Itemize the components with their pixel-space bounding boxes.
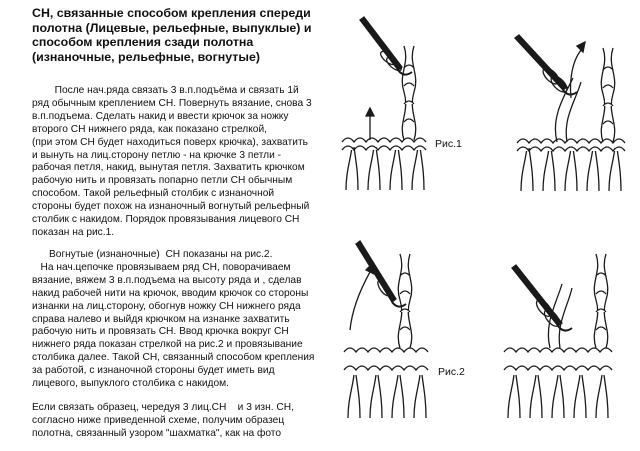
text-line: полотна, связанный узором "шахматка", как на фото (32, 427, 281, 439)
fig1-step2-drawing (513, 18, 633, 193)
text-line: за работой, с изнаночной стороны будет иметь вид (32, 365, 275, 377)
paragraph-checkerboard (32, 402, 308, 441)
text-line: в.п.подъема. Сделать накид и ввести крючок за ножку (32, 110, 289, 122)
text-line: лицевого, выпуклого столбика с накидом. (32, 378, 229, 390)
text-line: второго СН нижнего ряда, как показано стрелкой, (32, 123, 267, 135)
text-line: вязание, вяжем 3 в.п.подъема на высоту ряда и , сделав (32, 274, 302, 286)
text-line: рабочую нить и провязать СН. Ввод крючка вокруг СН (32, 326, 289, 338)
text-line: способом. Такой рельефный столбик с изнаночной (32, 188, 275, 200)
text-line: рабочая петля, накид, вынутая петля. Захватить крючком (32, 162, 305, 174)
crochet-illustration (338, 12, 438, 192)
text-line: накид рабочей нити на крючок, вводим крючок со стороны (32, 287, 309, 299)
title-line: способом крепления сзади полотна (32, 35, 254, 50)
text-line: справа налево и выйдя крючком на изнанке захватить (32, 313, 290, 325)
title-line: СН, связанные способом крепления спереди (32, 6, 311, 20)
text-line: (при этом СН будет находиться поверх крючка), захватить (32, 136, 308, 148)
text-line: Вогнутые (изнаночные) СН показаны на рис.2. (32, 249, 273, 260)
crochet-illustration (513, 18, 633, 193)
crochet-illustration (500, 240, 630, 420)
title-line: (изнаночные, рельефные, вогнутые) (32, 49, 260, 64)
crochet-illustration (340, 240, 440, 420)
document-title (32, 6, 332, 64)
text-line: стороны будет похож на изнаночный вогнутый рельефный (32, 201, 310, 213)
text-line: и вынуть на лиц.сторону петлю - на крючке 3 петли - (32, 149, 281, 161)
text-line: столбика далее. Такой СН, связанный способом крепления (32, 352, 315, 364)
text-line: Если связать образец, чередуя 3 лиц.СН и 3 изн. СН, (32, 402, 294, 413)
text-line: нижнего ряда показан стрелкой на рис.2 и провязывание (32, 339, 303, 351)
text-line: рабочую нить и провязать попарно петли СН обычным (32, 175, 293, 187)
fig1-step1-drawing (338, 12, 438, 192)
title-line: полотна (Лицевые, рельефные, выпуклые) и (32, 20, 312, 35)
text-line: показан на рис.1. (32, 226, 115, 238)
text-line: После нач.ряда связать 3 в.п.подъёма и связать 1й (32, 85, 299, 96)
figure-caption: Рис.1 (435, 138, 462, 150)
text-line: столбик с накидом. Порядок провязывания лицевого СН (32, 214, 300, 226)
text-line: На нач.цепочке провязываем ряд СН, поворачиваем (32, 261, 291, 273)
figure-caption: Рис.2 (438, 366, 465, 378)
paragraph-front-post-dc (32, 85, 310, 240)
text-line: ряд обычным креплением СН. Повернуть вязание, снова 3 (32, 97, 312, 109)
fig2-step1-drawing (340, 240, 440, 420)
paragraph-back-post-dc (32, 249, 315, 391)
fig2-step2-drawing (500, 240, 630, 420)
text-line: согласно ниже приведенной схеме, получим образец (32, 414, 285, 426)
text-line: изнанки на лиц.сторону, обогнув ножку СН нижнего ряда (32, 300, 301, 312)
